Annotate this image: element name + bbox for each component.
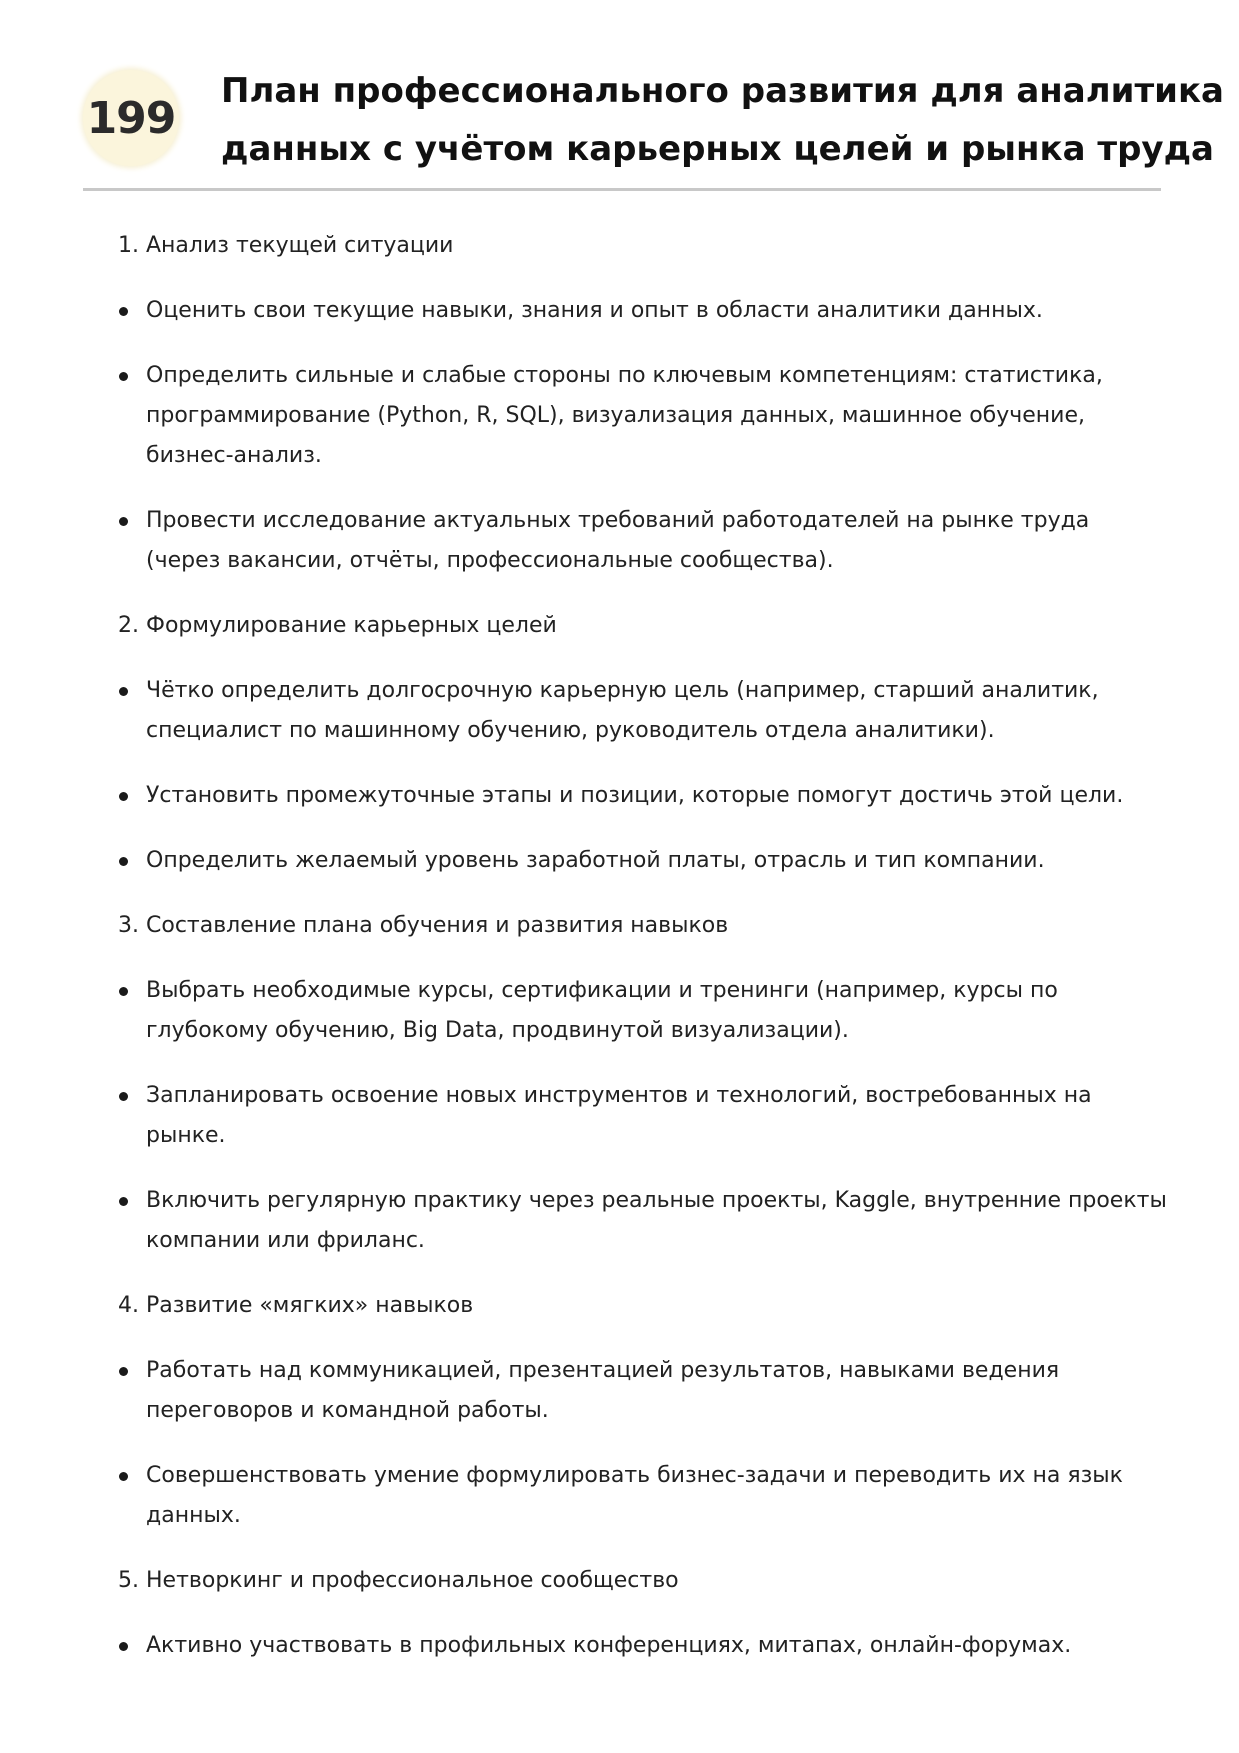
list-item-text: Выбрать необходимые курсы, сертификации и тренинги (например, курсы по глубокому обучению, Big Data, продвинутой визуализации).: [146, 978, 1058, 1043]
list-item-text: Установить промежуточные этапы и позиции, которые помогут достичь этой цели.: [146, 783, 1124, 808]
section-heading: [0, 906, 1239, 946]
section-title: Нетворкинг и профессиональное сообщество: [146, 1568, 679, 1593]
list-item-text: Чётко определить долгосрочную карьерную цель (например, старший аналитик, специалист по машинному обучению, руководитель отдела аналитики).: [146, 678, 1099, 743]
section-number: 2.: [118, 613, 139, 638]
bullet-dot-icon: [119, 792, 128, 801]
section-title: Составление плана обучения и развития навыков: [146, 913, 729, 938]
list-item-text: Работать над коммуникацией, презентацией результатов, навыками ведения переговоров и командной работы.: [146, 1358, 1060, 1423]
bullet-dot-icon: [119, 1092, 128, 1101]
bullet-dot-icon: [119, 857, 128, 866]
section-heading: [0, 1286, 1239, 1326]
bullet-dot-icon: [119, 1472, 128, 1481]
page-title-line-2: данных с учётом карьерных целей и рынка труда: [221, 129, 1214, 169]
plan-list: [0, 226, 1239, 1691]
list-item: [0, 1076, 1239, 1156]
list-item: [0, 1351, 1239, 1431]
list-item: [0, 971, 1239, 1051]
section-heading: [0, 226, 1239, 266]
list-item: [0, 291, 1239, 331]
bullet-dot-icon: [119, 1197, 128, 1206]
list-item-text: Определить сильные и слабые стороны по ключевым компетенциям: статистика, программирование (Python, R, SQL), визуализация данных, машинное обучение, бизнес-анализ.: [146, 363, 1103, 468]
bullet-dot-icon: [119, 517, 128, 526]
bullet-dot-icon: [119, 372, 128, 381]
section-title: Анализ текущей ситуации: [146, 233, 454, 258]
list-item: [0, 841, 1239, 881]
list-item: [0, 671, 1239, 751]
page-title: [221, 62, 1224, 178]
page-title-line-1: План профессионального развития для аналитика: [221, 71, 1224, 111]
section-heading: [0, 1561, 1239, 1601]
bullet-dot-icon: [119, 687, 128, 696]
list-item: [0, 1626, 1239, 1666]
list-item: [0, 1181, 1239, 1261]
list-item: [0, 1456, 1239, 1536]
list-item-text: Совершенствовать умение формулировать бизнес-задачи и переводить их на язык данных.: [146, 1463, 1123, 1528]
bullet-dot-icon: [119, 307, 128, 316]
list-item-text: Активно участвовать в профильных конференциях, митапах, онлайн-форумах.: [146, 1633, 1072, 1658]
list-item-text: Провести исследование актуальных требований работодателей на рынке труда (через вакансии, отчёты, профессиональные сообщества).: [146, 508, 1090, 573]
item-number-badge: 199: [83, 70, 179, 166]
section-heading: [0, 606, 1239, 646]
section-title: Формулирование карьерных целей: [146, 613, 557, 638]
list-item: [0, 776, 1239, 816]
bullet-dot-icon: [119, 987, 128, 996]
section-number: 5.: [118, 1568, 139, 1593]
list-item: [0, 356, 1239, 476]
list-item-text: Включить регулярную практику через реальные проекты, Kaggle, внутренние проекты компании или фриланс.: [146, 1188, 1167, 1253]
page-header: [83, 58, 1224, 191]
list-item: [0, 501, 1239, 581]
section-number: 4.: [118, 1293, 139, 1318]
section-number: 1.: [118, 233, 139, 258]
section-title: Развитие «мягких» навыков: [146, 1293, 474, 1318]
bullet-dot-icon: [119, 1642, 128, 1651]
bullet-dot-icon: [119, 1367, 128, 1376]
section-number: 3.: [118, 913, 139, 938]
list-item-text: Определить желаемый уровень заработной платы, отрасль и тип компании.: [146, 848, 1045, 873]
list-item-text: Запланировать освоение новых инструментов и технологий, востребованных на рынке.: [146, 1083, 1092, 1148]
list-item-text: Оценить свои текущие навыки, знания и опыт в области аналитики данных.: [146, 298, 1043, 323]
